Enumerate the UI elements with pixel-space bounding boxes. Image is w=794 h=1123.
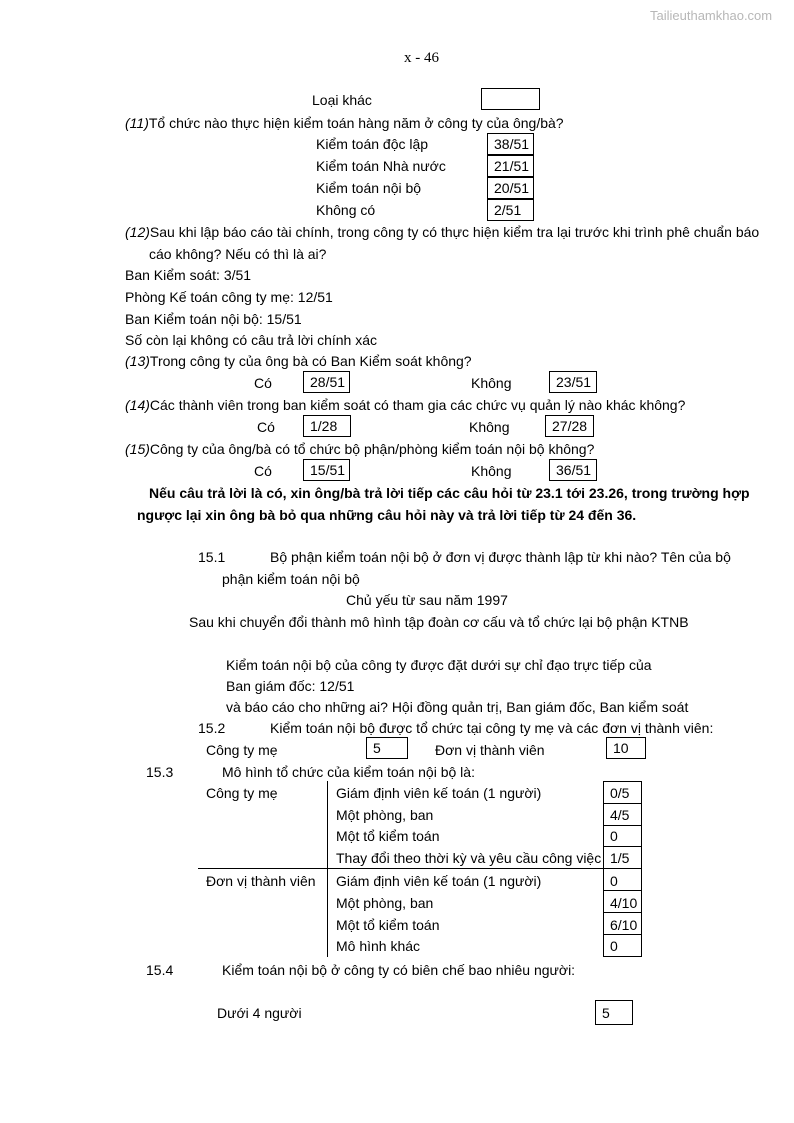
row-value: 4/10: [610, 895, 638, 911]
table-divider: [198, 868, 642, 869]
table-divider: [603, 781, 604, 957]
table-divider: [327, 781, 328, 957]
option-label: Kiểm toán Nhà nước: [316, 158, 446, 174]
answer-line: Ban Kiểm toán nội bộ: 15/51: [125, 311, 302, 327]
option-label-other: Loại khác: [312, 92, 372, 108]
question-number: (14): [125, 397, 150, 413]
row-label: Một phòng, ban: [336, 895, 434, 911]
row-value: 0: [610, 938, 618, 954]
yes-value-box: 15/51: [303, 459, 350, 481]
yes-value-box: 1/28: [303, 415, 351, 437]
question-12: [125, 223, 759, 241]
answer-box: 38/51: [487, 133, 534, 155]
no-value-box: 23/51: [549, 371, 597, 393]
question-text: Công ty của ông/bà có tổ chức bộ phận/phòng kiểm toán nội bộ không?: [149, 441, 595, 457]
section-text: Kiểm toán nội bộ được tổ chức tại công ty mẹ và các đơn vị thành viên:: [270, 720, 714, 736]
yes-label: Có: [254, 463, 272, 479]
table-divider: [603, 934, 642, 935]
row-value: 6/10: [610, 917, 638, 933]
question-number: (15): [125, 441, 150, 457]
table-divider: [603, 846, 642, 847]
section-number: 15.3: [146, 764, 174, 780]
row-value: 4/5: [610, 807, 630, 823]
member-unit-label: Đơn vị thành viên: [435, 742, 545, 758]
watermark: Tailieuthamkhao.com: [650, 8, 773, 23]
yes-label: Có: [254, 375, 272, 391]
report-line: và báo cáo cho những ai? Hội đồng quản trị, Ban giám đốc, Ban kiểm soát: [226, 699, 689, 715]
table-divider: [603, 890, 642, 891]
answer-box: 21/51: [487, 155, 534, 177]
question-text-cont: cáo không? Nếu có thì là ai?: [149, 246, 327, 262]
no-label: Không: [471, 375, 512, 391]
option-label: Không có: [316, 202, 376, 218]
question-text: Trong công ty của ông bà có Ban Kiểm soát không?: [149, 353, 472, 369]
question-11: [125, 114, 564, 132]
answer-line: Phòng Kế toán công ty mẹ: 12/51: [125, 289, 333, 305]
table-divider: [603, 781, 642, 782]
row-value: 1/5: [610, 850, 630, 866]
question-number: (13): [125, 353, 150, 369]
instruction-line-2: ngược lại xin ông bà bỏ qua những câu hỏi này và trả lời tiếp từ 24 đến 36.: [137, 507, 637, 523]
section-text: Bộ phận kiểm toán nội bộ ở đơn vị được thành lập từ khi nào? Tên của bộ: [270, 549, 731, 565]
question-number: (11): [125, 115, 149, 131]
question-15: [125, 440, 594, 458]
row-value: 0/5: [610, 785, 630, 801]
answer-line: Số còn lại không có câu trả lời chính xác: [125, 332, 377, 348]
question-number: (12): [125, 224, 150, 240]
table-divider: [603, 803, 642, 804]
group-name: Đơn vị thành viên: [206, 873, 316, 889]
question-13: [125, 352, 472, 370]
option-label: Dưới 4 người: [217, 1005, 302, 1021]
question-text: Tổ chức nào thực hiện kiểm toán hàng năm ở công ty của ông/bà?: [148, 115, 564, 131]
instruction-line-1: Nếu câu trả lời là có, xin ông/bà trả lời tiếp các câu hỏi từ 23.1 tới 23.26, trong trường hợp: [149, 485, 750, 501]
row-label: Giám định viên kế toán (1 người): [336, 873, 542, 889]
answer-box: 5: [595, 1000, 633, 1025]
row-value: 0: [610, 828, 618, 844]
answer-line: Chủ yếu từ sau năm 1997: [346, 592, 508, 608]
row-label: Mô hình khác: [336, 938, 421, 954]
section-number: 15.2: [198, 720, 226, 736]
parent-company-box: 5: [366, 737, 408, 759]
row-label: Thay đổi theo thời kỳ và yêu cầu công việc: [336, 850, 602, 866]
answer-line: Sau khi chuyển đổi thành mô hình tập đoàn cơ cấu và tổ chức lại bộ phận KTNB: [189, 614, 689, 630]
yes-value-box: 28/51: [303, 371, 350, 393]
answer-box: 20/51: [487, 177, 534, 199]
page-number: x - 46: [404, 50, 439, 66]
parent-company-label: Công ty mẹ: [206, 742, 278, 758]
option-label: Kiểm toán nội bộ: [316, 180, 422, 196]
table-divider: [603, 912, 642, 913]
direction-line: Ban giám đốc: 12/51: [226, 678, 355, 694]
direction-line: Kiểm toán nội bộ của công ty được đặt dưới sự chỉ đạo trực tiếp của: [226, 657, 652, 673]
member-unit-box: 10: [606, 737, 646, 759]
section-number: 15.1: [198, 549, 226, 565]
question-text: Sau khi lập báo cáo tài chính, trong công ty có thực hiện kiểm tra lại trước khi trình phê chuẩn báo: [149, 224, 760, 240]
table-divider: [603, 825, 642, 826]
row-label: Một phòng, ban: [336, 807, 434, 823]
no-label: Không: [469, 419, 510, 435]
no-value-box: 36/51: [549, 459, 597, 481]
no-label: Không: [471, 463, 512, 479]
question-14: [125, 396, 685, 414]
no-value-box: 27/28: [545, 415, 594, 437]
section-text-cont: phận kiểm toán nội bộ: [222, 571, 360, 587]
section-number: 15.4: [146, 962, 174, 978]
question-text: Các thành viên trong ban kiểm soát có tham gia các chức vụ quản lý nào khác không?: [149, 397, 686, 413]
model-table: [198, 781, 642, 957]
section-text: Kiểm toán nội bộ ở công ty có biên chế bao nhiêu người:: [222, 962, 576, 978]
answer-box: 2/51: [487, 199, 534, 221]
group-name: Công ty mẹ: [206, 785, 278, 801]
section-text: Mô hình tổ chức của kiểm toán nội bộ là:: [222, 764, 475, 780]
row-label: Giám định viên kế toán (1 người): [336, 785, 542, 801]
row-label: Một tổ kiểm toán: [336, 828, 440, 844]
option-label: Kiểm toán độc lập: [316, 136, 429, 152]
row-label: Một tổ kiểm toán: [336, 917, 440, 933]
row-value: 0: [610, 873, 618, 889]
answer-line: Ban Kiểm soát: 3/51: [125, 267, 252, 283]
table-divider: [603, 956, 642, 957]
answer-box-other: [481, 88, 540, 110]
yes-label: Có: [257, 419, 275, 435]
table-divider: [641, 781, 642, 957]
